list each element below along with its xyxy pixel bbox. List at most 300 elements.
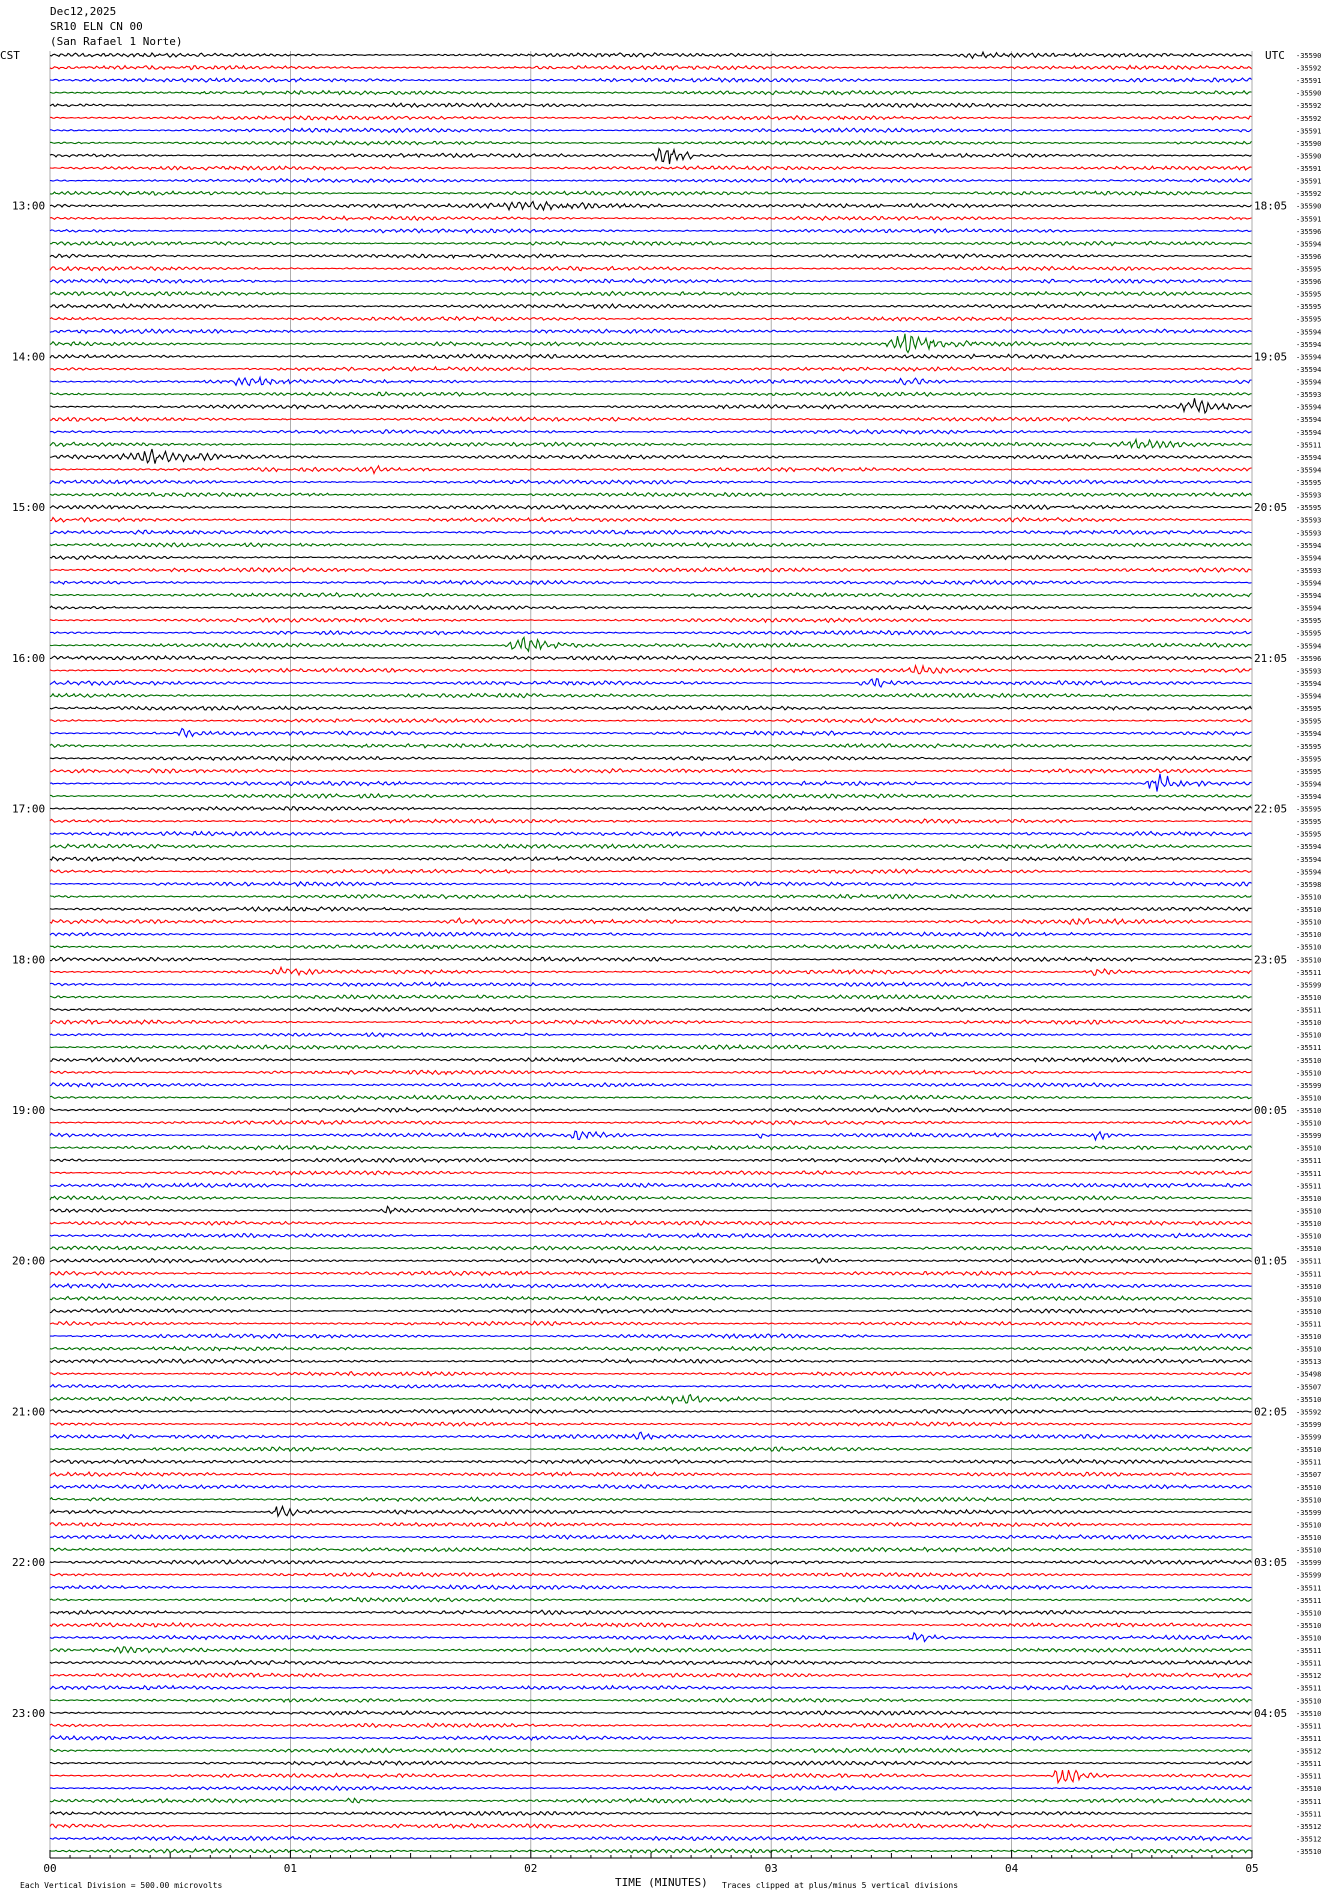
trace-offset-label: -35594 xyxy=(1296,843,1322,852)
trace-offset-label: -35592 xyxy=(1296,114,1322,123)
trace-offset-label: -35511 xyxy=(1296,1320,1322,1329)
trace-offset-label: -35592 xyxy=(1296,190,1322,199)
x-tick-label: 04 xyxy=(1004,1862,1019,1875)
trace-offset-label: -35510 xyxy=(1296,1220,1322,1229)
seismic-trace xyxy=(50,229,1252,233)
seismic-trace xyxy=(50,744,1252,748)
seismic-trace xyxy=(50,292,1252,296)
trace-offset-label: -35595 xyxy=(1296,290,1322,299)
seismic-trace xyxy=(50,1108,1252,1112)
seismic-trace xyxy=(50,543,1252,547)
trace-offset-label: -35510 xyxy=(1296,1194,1322,1203)
trace-offset-label: -35594 xyxy=(1296,403,1322,412)
hour-label-right: 03:05 xyxy=(1254,1556,1288,1570)
seismic-trace xyxy=(50,1395,1252,1404)
trace-offset-label: -35596 xyxy=(1296,252,1322,261)
trace-offset-label: -35594 xyxy=(1296,340,1322,349)
seismic-trace xyxy=(50,241,1252,245)
trace-offset-label: -35599 xyxy=(1296,1571,1322,1580)
seismic-trace xyxy=(50,1409,1252,1413)
seismic-trace xyxy=(50,618,1252,622)
time-axis xyxy=(43,1850,1258,1875)
seismic-trace xyxy=(50,568,1252,572)
seismic-trace xyxy=(50,1485,1252,1489)
trace-offset-label: -35510 xyxy=(1296,1307,1322,1316)
seismic-trace xyxy=(50,91,1252,95)
seismic-trace xyxy=(50,693,1252,697)
seismic-trace xyxy=(50,179,1252,183)
trace-offset-label: -35512 xyxy=(1296,1747,1322,1756)
hour-label-right: 19:05 xyxy=(1254,350,1288,364)
seismic-trace xyxy=(50,774,1252,792)
seismic-traces xyxy=(50,52,1252,1853)
trace-offset-label: -35511 xyxy=(1296,1596,1322,1605)
seismic-trace xyxy=(50,606,1252,610)
seismic-trace xyxy=(50,1007,1252,1011)
trace-offset-label: -35512 xyxy=(1296,1672,1322,1681)
trace-labels xyxy=(12,52,1321,1856)
scale-note: Each Vertical Division = 500.00 microvolts xyxy=(20,1881,223,1890)
trace-offset-label: -35511 xyxy=(1296,1270,1322,1279)
trace-offset-label: -35507 xyxy=(1296,1383,1322,1392)
trace-offset-label: -35590 xyxy=(1296,139,1322,148)
hour-label-left: 18:00 xyxy=(12,953,46,967)
hour-label-left: 16:00 xyxy=(12,651,46,665)
trace-offset-label: -35512 xyxy=(1296,1835,1322,1844)
seismic-trace xyxy=(50,1770,1252,1783)
seismic-trace xyxy=(50,449,1252,464)
trace-offset-label: -35510 xyxy=(1296,1056,1322,1065)
seismic-trace xyxy=(50,202,1252,210)
hour-label-right: 23:05 xyxy=(1254,953,1288,967)
seismic-trace xyxy=(50,1748,1252,1752)
seismic-trace xyxy=(50,65,1252,69)
trace-offset-label: -35511 xyxy=(1296,1797,1322,1806)
seismic-trace xyxy=(50,1206,1252,1213)
trace-offset-label: -35594 xyxy=(1296,353,1322,362)
seismic-trace xyxy=(50,1761,1252,1765)
hour-label-right: 21:05 xyxy=(1254,651,1288,665)
hour-label-left: 15:00 xyxy=(12,501,46,515)
seismic-trace xyxy=(50,1698,1252,1702)
trace-offset-label: -35510 xyxy=(1296,1534,1322,1543)
hour-label-right: 18:05 xyxy=(1254,199,1288,213)
hour-label-right: 04:05 xyxy=(1254,1706,1288,1720)
seismic-trace xyxy=(50,1095,1252,1099)
trace-offset-label: -35595 xyxy=(1296,742,1322,751)
trace-offset-label: -35511 xyxy=(1296,1182,1322,1191)
seismic-trace xyxy=(50,794,1252,798)
seismic-trace xyxy=(50,1633,1252,1642)
seismic-trace xyxy=(50,806,1252,810)
trace-offset-label: -35511 xyxy=(1296,1684,1322,1693)
seismic-trace xyxy=(50,1171,1252,1175)
trace-offset-label: -35595 xyxy=(1296,303,1322,312)
seismic-trace xyxy=(50,857,1252,861)
trace-offset-label: -35595 xyxy=(1296,617,1322,626)
seismic-trace xyxy=(50,466,1252,474)
trace-offset-label: -35511 xyxy=(1296,1810,1322,1819)
seismic-trace xyxy=(50,141,1252,145)
seismic-trace xyxy=(50,417,1252,421)
x-tick-label: 03 xyxy=(764,1862,778,1875)
trace-offset-label: -35592 xyxy=(1296,102,1322,111)
seismic-trace xyxy=(50,166,1252,170)
seismic-trace xyxy=(50,729,1252,737)
trace-offset-label: -35595 xyxy=(1296,805,1322,814)
trace-offset-label: -35594 xyxy=(1296,453,1322,462)
trace-offset-label: -35510 xyxy=(1296,1546,1322,1555)
trace-offset-label: -35510 xyxy=(1296,1848,1322,1856)
seismic-trace xyxy=(50,1384,1252,1388)
clip-note: Traces clipped at plus/minus 5 vertical divisions xyxy=(722,1881,959,1890)
seismic-trace xyxy=(50,1271,1252,1275)
hour-label-right: 22:05 xyxy=(1254,802,1288,816)
trace-offset-label: -35512 xyxy=(1296,1822,1322,1831)
seismic-trace xyxy=(50,1585,1252,1589)
trace-offset-label: -35594 xyxy=(1296,554,1322,563)
trace-offset-label: -35591 xyxy=(1296,165,1322,174)
trace-offset-label: -35511 xyxy=(1296,441,1322,450)
seismic-trace xyxy=(50,894,1252,898)
seismic-trace xyxy=(50,631,1252,635)
seismic-trace xyxy=(50,1346,1252,1350)
trace-offset-label: -35594 xyxy=(1296,730,1322,739)
trace-offset-label: -35594 xyxy=(1296,416,1322,425)
seismic-trace xyxy=(50,1296,1252,1300)
hour-label-left: 19:00 xyxy=(12,1103,46,1117)
seismic-trace xyxy=(50,430,1252,434)
trace-offset-label: -35498 xyxy=(1296,1370,1322,1379)
seismic-trace xyxy=(50,367,1252,371)
hour-label-left: 14:00 xyxy=(12,350,46,364)
right-timezone-label: UTC xyxy=(1265,49,1285,62)
trace-offset-label: -35510 xyxy=(1296,1483,1322,1492)
seismic-trace xyxy=(50,1196,1252,1200)
trace-offset-label: -35593 xyxy=(1296,391,1322,400)
seismic-trace xyxy=(50,1623,1252,1627)
x-axis-title: TIME (MINUTES) xyxy=(615,1876,708,1889)
seismic-trace xyxy=(50,945,1252,949)
trace-offset-label: -35510 xyxy=(1296,918,1322,927)
trace-offset-label: -35595 xyxy=(1296,315,1322,324)
trace-offset-label: -35599 xyxy=(1296,1559,1322,1568)
trace-offset-label: -35511 xyxy=(1296,1458,1322,1467)
seismic-trace xyxy=(50,1497,1252,1501)
trace-offset-label: -35510 xyxy=(1296,1609,1322,1618)
seismic-trace xyxy=(50,1547,1252,1551)
trace-offset-label: -35594 xyxy=(1296,592,1322,601)
trace-offset-label: -35510 xyxy=(1296,1069,1322,1078)
seismic-trace xyxy=(50,1573,1252,1577)
seismic-trace xyxy=(50,882,1252,886)
trace-offset-label: -35510 xyxy=(1296,993,1322,1002)
trace-offset-label: -35511 xyxy=(1296,1584,1322,1593)
hour-label-left: 20:00 xyxy=(12,1254,46,1268)
trace-offset-label: -35591 xyxy=(1296,127,1322,136)
seismic-trace xyxy=(50,869,1252,873)
seismic-trace xyxy=(50,1321,1252,1325)
trace-offset-label: -35590 xyxy=(1296,89,1322,98)
trace-offset-label: -35510 xyxy=(1296,1031,1322,1040)
trace-offset-label: -35596 xyxy=(1296,278,1322,287)
seismic-trace xyxy=(50,580,1252,584)
seismic-trace xyxy=(50,907,1252,911)
trace-offset-label: -35510 xyxy=(1296,1232,1322,1241)
trace-offset-label: -35510 xyxy=(1296,943,1322,952)
trace-offset-label: -35511 xyxy=(1296,1734,1322,1743)
x-tick-label: 02 xyxy=(524,1862,538,1875)
seismic-trace xyxy=(50,1083,1252,1087)
seismic-trace xyxy=(50,266,1252,270)
seismic-trace xyxy=(50,555,1252,559)
trace-offset-label: -35510 xyxy=(1296,1634,1322,1643)
trace-offset-label: -35511 xyxy=(1296,1760,1322,1769)
trace-offset-label: -35599 xyxy=(1296,1081,1322,1090)
seismic-trace xyxy=(50,518,1252,522)
trace-offset-label: -35593 xyxy=(1296,566,1322,575)
seismic-trace xyxy=(50,1711,1252,1715)
trace-offset-label: -35511 xyxy=(1296,1044,1322,1053)
trace-offset-label: -35594 xyxy=(1296,692,1322,701)
trace-offset-label: -35599 xyxy=(1296,1132,1322,1141)
trace-offset-label: -35511 xyxy=(1296,968,1322,977)
seismic-trace xyxy=(50,1020,1252,1024)
seismic-trace xyxy=(50,191,1252,195)
seismic-trace xyxy=(50,637,1252,651)
seismic-trace xyxy=(50,1120,1252,1124)
seismic-trace xyxy=(50,1284,1252,1288)
seismic-trace xyxy=(50,656,1252,660)
seismic-trace xyxy=(50,1359,1252,1363)
trace-offset-label: -35594 xyxy=(1296,868,1322,877)
trace-offset-label: -35591 xyxy=(1296,177,1322,186)
trace-offset-label: -35510 xyxy=(1296,1521,1322,1530)
trace-offset-label: -35593 xyxy=(1296,667,1322,676)
station-id: SR10 ELN CN 00 xyxy=(50,20,143,33)
trace-offset-label: -35510 xyxy=(1296,931,1322,940)
seismic-trace xyxy=(50,844,1252,848)
trace-offset-label: -35592 xyxy=(1296,1408,1322,1417)
seismic-trace xyxy=(50,1233,1252,1237)
seismic-trace xyxy=(50,1058,1252,1062)
seismic-trace xyxy=(50,505,1252,509)
seismic-trace xyxy=(50,1422,1252,1426)
seismic-trace xyxy=(50,1045,1252,1049)
seismic-trace xyxy=(50,1334,1252,1338)
trace-offset-label: -35595 xyxy=(1296,504,1322,513)
seismic-trace xyxy=(50,1158,1252,1162)
seismic-trace xyxy=(50,1258,1252,1263)
trace-offset-label: -35592 xyxy=(1296,64,1322,73)
trace-offset-label: -35593 xyxy=(1296,491,1322,500)
trace-offset-label: -35594 xyxy=(1296,466,1322,475)
trace-offset-label: -35595 xyxy=(1296,830,1322,839)
seismic-trace xyxy=(50,831,1252,835)
seismic-trace xyxy=(50,1661,1252,1665)
seismic-trace xyxy=(50,1372,1252,1376)
seismic-trace xyxy=(50,1824,1252,1828)
trace-offset-label: -35596 xyxy=(1296,654,1322,663)
seismic-trace xyxy=(50,354,1252,358)
trace-offset-label: -35599 xyxy=(1296,1508,1322,1517)
trace-offset-label: -35590 xyxy=(1296,202,1322,211)
hour-label-right: 00:05 xyxy=(1254,1103,1288,1117)
seismic-trace xyxy=(50,967,1252,975)
trace-offset-label: -35511 xyxy=(1296,1157,1322,1166)
seismic-trace xyxy=(50,1560,1252,1564)
seismic-trace xyxy=(50,530,1252,534)
seismic-trace xyxy=(50,439,1252,448)
trace-offset-label: -35594 xyxy=(1296,240,1322,249)
trace-offset-label: -35510 xyxy=(1296,956,1322,965)
trace-offset-label: -35599 xyxy=(1296,1420,1322,1429)
trace-offset-label: -35510 xyxy=(1296,1785,1322,1794)
x-tick-label: 05 xyxy=(1245,1862,1259,1875)
seismic-trace xyxy=(50,329,1252,333)
trace-offset-label: -35591 xyxy=(1296,77,1322,86)
trace-offset-label: -35510 xyxy=(1296,1496,1322,1505)
trace-offset-label: -35594 xyxy=(1296,780,1322,789)
trace-offset-label: -35594 xyxy=(1296,541,1322,550)
seismic-trace xyxy=(50,304,1252,308)
seismic-trace xyxy=(50,1221,1252,1225)
trace-offset-label: -35594 xyxy=(1296,365,1322,374)
seismic-trace xyxy=(50,932,1252,936)
seismic-trace xyxy=(50,1836,1252,1840)
seismic-trace xyxy=(50,216,1252,220)
trace-offset-label: -35510 xyxy=(1296,1282,1322,1291)
left-timezone-label: CST xyxy=(0,49,20,62)
seismic-trace xyxy=(50,78,1252,82)
seismic-trace xyxy=(50,116,1252,120)
trace-offset-label: -35593 xyxy=(1296,529,1322,538)
trace-offset-label: -35594 xyxy=(1296,604,1322,613)
seismic-trace xyxy=(50,1472,1252,1476)
seismic-trace xyxy=(50,1447,1252,1451)
seismic-trace xyxy=(50,1460,1252,1464)
seismic-trace xyxy=(50,1432,1252,1439)
hour-label-left: 13:00 xyxy=(12,199,46,213)
trace-offset-label: -35599 xyxy=(1296,1433,1322,1442)
trace-offset-label: -35510 xyxy=(1296,1119,1322,1128)
trace-offset-label: -35594 xyxy=(1296,855,1322,864)
seismic-trace xyxy=(50,392,1252,396)
trace-offset-label: -35595 xyxy=(1296,479,1322,488)
seismic-trace xyxy=(50,756,1252,760)
seismic-trace xyxy=(50,718,1252,722)
seismic-trace xyxy=(50,480,1252,484)
trace-offset-label: -35510 xyxy=(1296,1446,1322,1455)
trace-offset-label: -35595 xyxy=(1296,755,1322,764)
trace-offset-label: -35594 xyxy=(1296,679,1322,688)
trace-offset-label: -35510 xyxy=(1296,1333,1322,1342)
seismic-trace xyxy=(50,1246,1252,1250)
trace-offset-label: -35595 xyxy=(1296,717,1322,726)
hour-label-left: 23:00 xyxy=(12,1706,46,1720)
trace-offset-label: -35511 xyxy=(1296,1772,1322,1781)
seismic-trace xyxy=(50,1610,1252,1614)
seismic-trace xyxy=(50,1849,1252,1853)
trace-offset-label: -35598 xyxy=(1296,880,1322,889)
trace-offset-label: -35510 xyxy=(1296,906,1322,915)
x-tick-label: 01 xyxy=(283,1862,298,1875)
x-tick-label: 00 xyxy=(43,1862,57,1875)
trace-offset-label: -35511 xyxy=(1296,1647,1322,1656)
seismic-trace xyxy=(50,1535,1252,1539)
seismic-trace xyxy=(50,679,1252,687)
seismic-trace xyxy=(50,982,1252,986)
seismic-trace xyxy=(50,1131,1252,1140)
seismic-trace xyxy=(50,128,1252,132)
seismic-trace xyxy=(50,493,1252,497)
seismic-trace xyxy=(50,398,1252,413)
seismic-trace xyxy=(50,666,1252,674)
trace-offset-label: -35599 xyxy=(1296,981,1322,990)
trace-offset-label: -35590 xyxy=(1296,52,1322,60)
seismic-trace xyxy=(50,1723,1252,1727)
plot-date: Dec12,2025 xyxy=(50,5,117,18)
trace-offset-label: -35511 xyxy=(1296,1722,1322,1731)
hour-label-right: 20:05 xyxy=(1254,501,1288,515)
hour-label-right: 02:05 xyxy=(1254,1405,1288,1419)
seismic-trace xyxy=(50,819,1252,823)
seismic-trace xyxy=(50,995,1252,999)
trace-offset-label: -35594 xyxy=(1296,579,1322,588)
trace-offset-label: -35594 xyxy=(1296,642,1322,651)
trace-offset-label: -35595 xyxy=(1296,818,1322,827)
trace-offset-label: -35510 xyxy=(1296,1094,1322,1103)
trace-offset-label: -35594 xyxy=(1296,378,1322,387)
hour-label-left: 17:00 xyxy=(12,802,46,816)
seismic-trace xyxy=(50,769,1252,773)
trace-offset-label: -35511 xyxy=(1296,1659,1322,1668)
trace-offset-label: -35510 xyxy=(1296,1245,1322,1254)
trace-offset-label: -35511 xyxy=(1296,1257,1322,1266)
trace-offset-label: -35510 xyxy=(1296,1106,1322,1115)
hour-label-left: 22:00 xyxy=(12,1556,46,1570)
seismic-trace xyxy=(50,1146,1252,1150)
seismic-trace xyxy=(50,1070,1252,1074)
trace-offset-label: -35510 xyxy=(1296,1207,1322,1216)
seismic-trace xyxy=(50,1786,1252,1790)
trace-offset-label: -35591 xyxy=(1296,215,1322,224)
seismic-trace xyxy=(50,1033,1252,1037)
hour-label-right: 01:05 xyxy=(1254,1254,1288,1268)
seismic-trace xyxy=(50,317,1252,321)
hour-label-left: 21:00 xyxy=(12,1405,46,1419)
seismic-trace xyxy=(50,52,1252,58)
trace-offset-label: -35513 xyxy=(1296,1358,1322,1367)
seismic-trace xyxy=(50,1811,1252,1815)
trace-offset-label: -35594 xyxy=(1296,328,1322,337)
trace-offset-label: -35507 xyxy=(1296,1471,1322,1480)
seismic-trace xyxy=(50,334,1252,353)
trace-offset-label: -35594 xyxy=(1296,428,1322,437)
trace-offset-label: -35510 xyxy=(1296,1345,1322,1354)
seismic-trace xyxy=(50,706,1252,710)
seismic-trace xyxy=(50,377,1252,385)
seismic-trace xyxy=(50,1673,1252,1677)
trace-offset-label: -35510 xyxy=(1296,1019,1322,1028)
trace-offset-label: -35510 xyxy=(1296,1709,1322,1718)
trace-offset-label: -35593 xyxy=(1296,516,1322,525)
seismic-trace xyxy=(50,1598,1252,1602)
seismic-trace xyxy=(50,1183,1252,1187)
trace-offset-label: -35595 xyxy=(1296,705,1322,714)
seismic-trace xyxy=(50,1798,1252,1803)
seismic-trace xyxy=(50,103,1252,107)
